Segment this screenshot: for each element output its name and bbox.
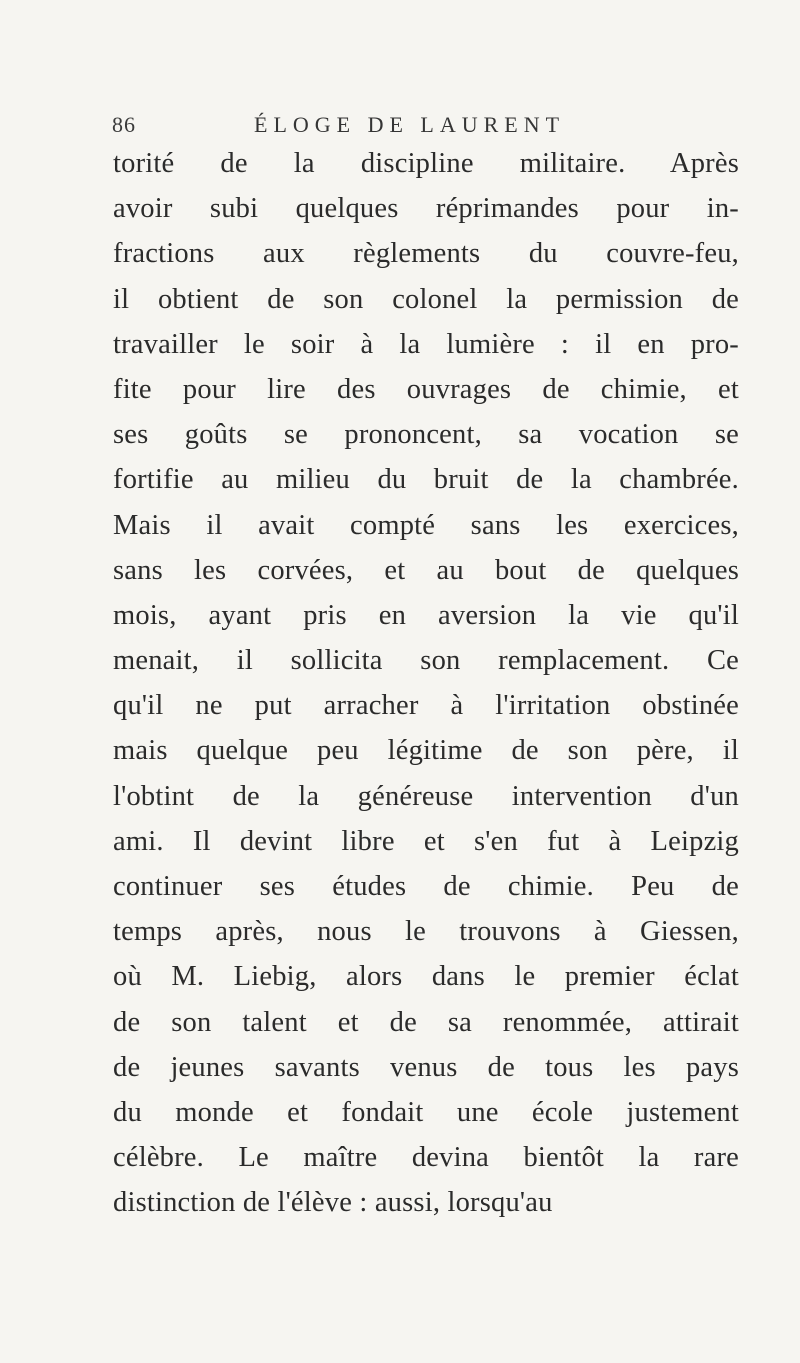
page-number: 86 [112,112,136,137]
text-line: menait, il sollicita son remplacement. Ce [113,645,739,677]
text-line: fortifie au milieu du bruit de la chambrée. [113,464,739,496]
text-line: fite pour lire des ouvrages de chimie, et [113,373,739,405]
text-line: l'obtint de la généreuse intervention d'un [113,780,739,812]
text-line: mais quelque peu légitime de son père, il [113,735,739,767]
text-line: ami. Il devint libre et s'en fut à Leipzig [113,825,739,857]
text-line: où M. Liebig, alors dans le premier éclat [113,961,739,993]
text-line: ses goûts se prononcent, sa vocation se [113,419,739,451]
body-text [113,141,739,1226]
text-line: distinction de l'élève : aussi, lorsqu'au [113,1187,553,1219]
text-line: de jeunes savants venus de tous les pays [113,1051,739,1083]
text-line: avoir subi quelques réprimandes pour in- [113,193,739,225]
text-line: fractions aux règlements du couvre-feu, [113,238,739,270]
text-line: travailler le soir à la lumière : il en pro- [113,328,739,360]
text-line: qu'il ne put arracher à l'irritation obstinée [113,690,739,722]
text-line: sans les corvées, et au bout de quelques [113,554,739,586]
text-line: il obtient de son colonel la permission de [113,283,739,315]
text-line: temps après, nous le trouvons à Giessen, [113,916,739,948]
text-line: de son talent et de sa renommée, attirait [113,1006,739,1038]
text-line: Mais il avait compté sans les exercices, [113,509,739,541]
text-line: torité de la discipline militaire. Après [113,148,739,179]
running-title: ÉLOGE DE LAURENT [254,112,566,137]
text-line: du monde et fondait une école justement [113,1096,739,1128]
text-line: mois, ayant pris en aversion la vie qu'il [113,599,739,631]
text-line: célèbre. Le maître devina bientôt la rare [113,1142,739,1174]
text-line: continuer ses études de chimie. Peu de [113,871,739,902]
